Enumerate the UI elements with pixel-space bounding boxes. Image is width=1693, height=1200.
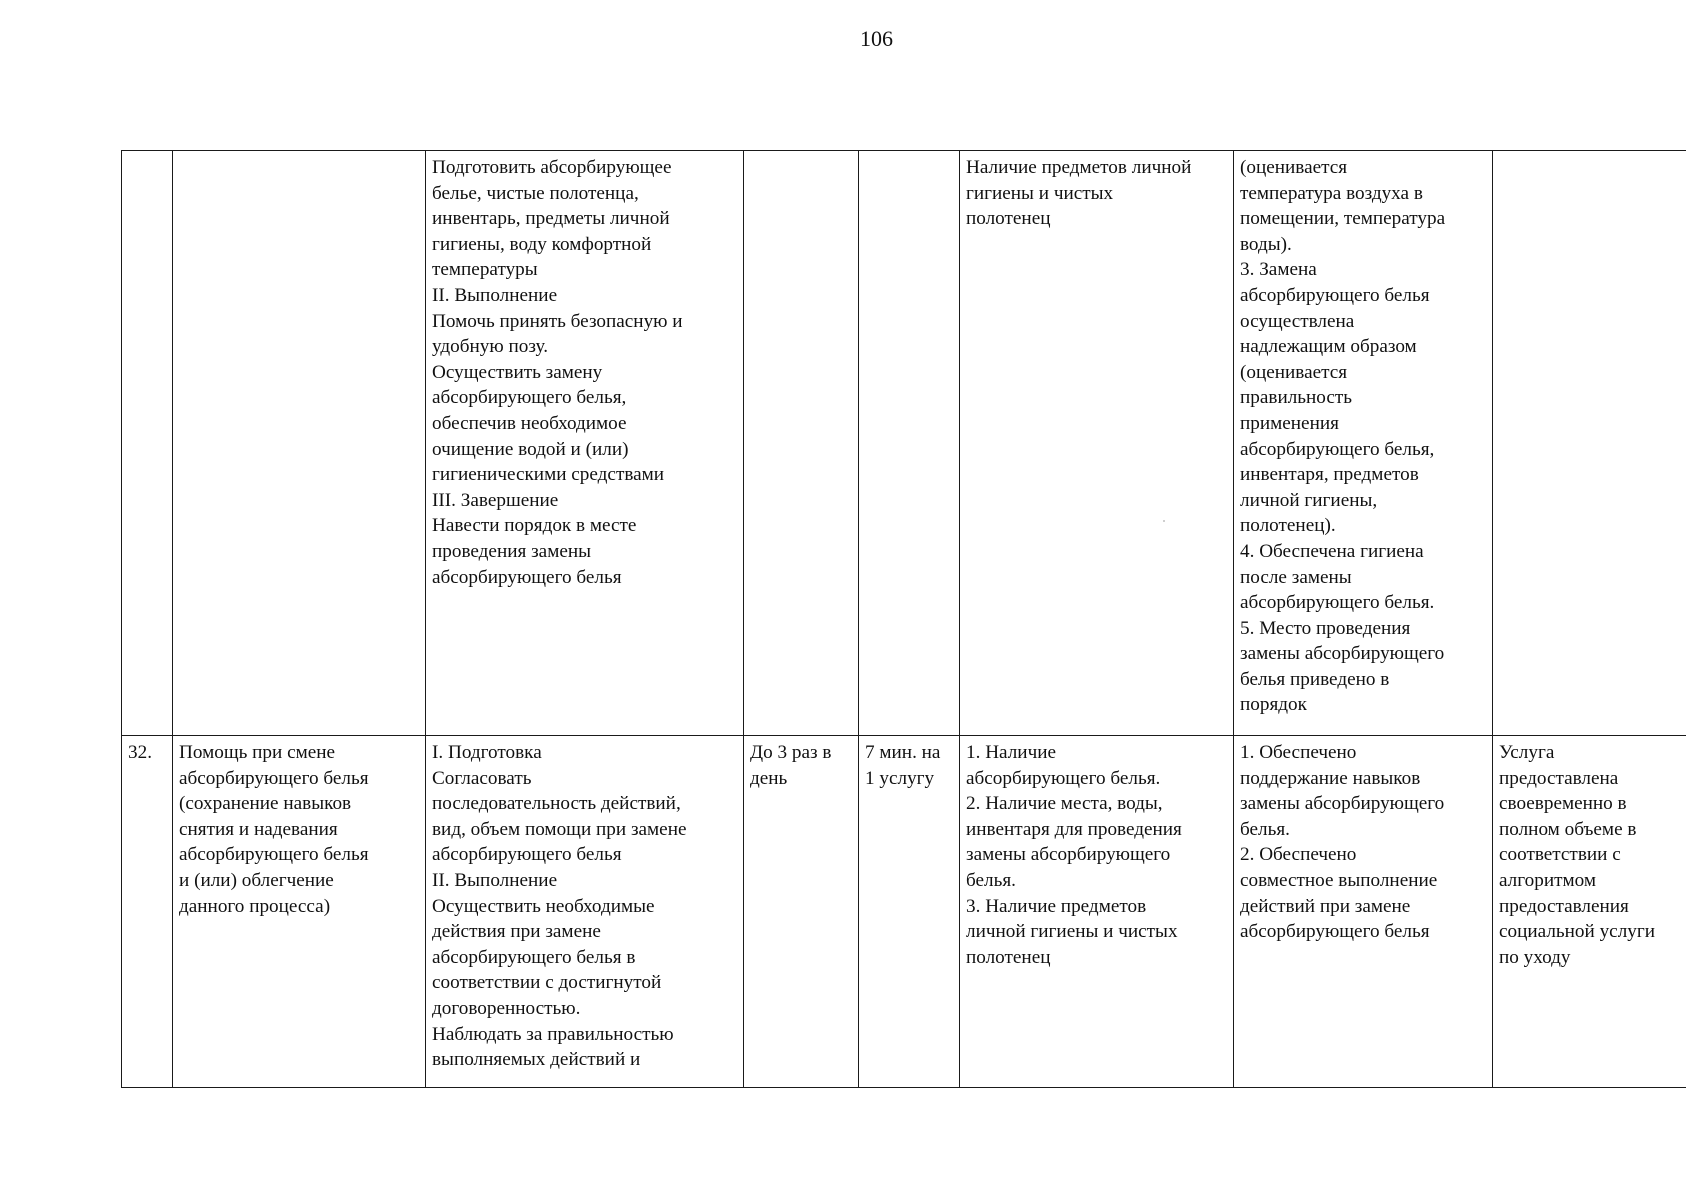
cell-line: личной гигиены, xyxy=(1240,489,1378,511)
cell-duration xyxy=(859,736,960,1088)
cell-line: II. Выполнение xyxy=(432,284,558,306)
cell-line: Наблюдать за правильностью xyxy=(432,1023,674,1045)
cell-quality xyxy=(1234,151,1493,736)
cell-line: своевременно в xyxy=(1499,793,1627,815)
cell-conditions xyxy=(960,151,1234,736)
cell-line: абсорбирующего белья. xyxy=(966,767,1161,789)
cell-line: социальной услуги xyxy=(1499,921,1656,943)
table-row-32 xyxy=(122,736,1686,1088)
cell-line: проведения замены xyxy=(432,540,592,562)
cell-frequency xyxy=(744,736,859,1088)
cell-line: температура воздуха в xyxy=(1240,182,1423,204)
cell-line: выполняемых действий и xyxy=(432,1049,641,1071)
cell-line: абсорбирующего белья xyxy=(432,566,622,588)
cell-conditions-text xyxy=(966,740,1227,970)
cell-line: абсорбирующего белья xyxy=(432,844,622,866)
cell-line: белья. xyxy=(1240,818,1290,840)
cell-line: Осуществить замену xyxy=(432,361,603,383)
cell-line: инвентарь, предметы личной xyxy=(432,208,670,230)
cell-line: действий при замене xyxy=(1240,895,1411,917)
cell-conditions xyxy=(960,736,1234,1088)
cell-line: 2. Наличие места, воды, xyxy=(966,793,1163,815)
cell-line: соответствии с xyxy=(1499,844,1621,866)
cell-line: поддержание навыков xyxy=(1240,767,1421,789)
cell-line: предоставления xyxy=(1499,895,1629,917)
cell-line: воды). xyxy=(1240,233,1292,255)
cell-line: обеспечив необходимое xyxy=(432,412,627,434)
cell-line: (сохранение навыков xyxy=(179,793,352,815)
cell-line: Помочь принять безопасную и xyxy=(432,310,683,332)
cell-line: полотенец). xyxy=(1240,515,1336,537)
cell-line: 1 услугу xyxy=(865,767,935,789)
cell-line: Согласовать xyxy=(432,767,532,789)
cell-line: Наличие предметов личной xyxy=(966,157,1192,178)
cell-line: абсорбирующего белья, xyxy=(432,387,627,409)
cell-line: действия при замене xyxy=(432,921,601,943)
cell-number xyxy=(122,151,173,736)
cell-line: полотенец xyxy=(966,208,1051,230)
cell-line: I. Подготовка xyxy=(432,742,542,763)
cell-line: по уходу xyxy=(1499,946,1571,968)
cell-line: абсорбирующего белья xyxy=(1240,284,1430,306)
cell-line: 4. Обеспечена гигиена xyxy=(1240,540,1424,562)
cell-line: вид, объем помощи при замене xyxy=(432,818,687,840)
cell-line: последовательность действий, xyxy=(432,793,681,815)
cell-frequency xyxy=(744,151,859,736)
cell-procedure xyxy=(426,736,744,1088)
cell-quality-text xyxy=(1240,740,1486,945)
cell-quality-text xyxy=(1240,155,1486,718)
cell-procedure-text xyxy=(432,155,737,590)
cell-service xyxy=(173,736,426,1088)
cell-line: соответствии с достигнутой xyxy=(432,972,662,994)
cell-line: надлежащим образом xyxy=(1240,336,1417,358)
cell-line: III. Завершение xyxy=(432,489,559,511)
cell-conditions-text xyxy=(966,155,1227,232)
cell-line: белья приведено в xyxy=(1240,668,1390,690)
cell-line: очищение водой и (или) xyxy=(432,438,629,460)
cell-line: абсорбирующего белья xyxy=(1240,921,1430,943)
cell-line: день xyxy=(750,767,788,789)
cell-line: Подготовить абсорбирующее xyxy=(432,157,672,178)
cell-line: абсорбирующего белья, xyxy=(1240,438,1435,460)
cell-line: гигиены, воду комфортной xyxy=(432,233,652,255)
cell-procedure xyxy=(426,151,744,736)
cell-line: после замены xyxy=(1240,566,1352,588)
cell-line: замены абсорбирующего xyxy=(1240,793,1445,815)
cell-duration xyxy=(859,151,960,736)
cell-line: (оценивается xyxy=(1240,157,1348,178)
cell-line: 5. Место проведения xyxy=(1240,617,1411,639)
cell-line: 1. Наличие xyxy=(966,742,1057,763)
cell-quality xyxy=(1234,736,1493,1088)
cell-line: гигиены и чистых xyxy=(966,182,1114,204)
cell-line: 3. Замена xyxy=(1240,259,1317,281)
cell-result xyxy=(1493,151,1686,736)
scan-speck xyxy=(1163,520,1165,522)
cell-line: помещении, температура xyxy=(1240,208,1446,230)
cell-line: абсорбирующего белья. xyxy=(1240,592,1435,614)
cell-service xyxy=(173,151,426,736)
cell-line: снятия и надевания xyxy=(179,818,338,840)
cell-line: II. Выполнение xyxy=(432,869,558,891)
cell-line: абсорбирующего белья в xyxy=(432,946,636,968)
cell-line: абсорбирующего белья xyxy=(179,844,369,866)
cell-line: Услуга xyxy=(1499,742,1555,763)
cell-line: абсорбирующего белья xyxy=(179,767,369,789)
cell-line: Помощь при смене xyxy=(179,742,336,763)
cell-line: До 3 раз в xyxy=(750,742,832,763)
table-row-continuation xyxy=(122,151,1686,736)
cell-service-text xyxy=(179,740,419,919)
cell-line: полотенец xyxy=(966,946,1051,968)
cell-line: замены абсорбирующего xyxy=(966,844,1171,866)
cell-line: белья. xyxy=(966,869,1016,891)
cell-line: алгоритмом xyxy=(1499,869,1597,891)
cell-line: белье, чистые полотенца, xyxy=(432,182,639,204)
cell-duration-text xyxy=(865,740,953,791)
cell-line: инвентаря для проведения xyxy=(966,818,1182,840)
cell-line: гигиеническими средствами xyxy=(432,464,665,486)
services-table xyxy=(121,150,1686,1088)
cell-line: данного процесса) xyxy=(179,895,331,917)
cell-line: температуры xyxy=(432,259,538,281)
cell-line: Навести порядок в месте xyxy=(432,515,637,537)
cell-line: предоставлена xyxy=(1499,767,1619,789)
cell-result-text xyxy=(1499,740,1680,970)
cell-line: 2. Обеспечено xyxy=(1240,844,1357,866)
cell-line: договоренностью. xyxy=(432,997,581,1019)
cell-line: 7 мин. на xyxy=(865,742,941,763)
cell-line: Осуществить необходимые xyxy=(432,895,655,917)
cell-line: полном объеме в xyxy=(1499,818,1637,840)
cell-line: 3. Наличие предметов xyxy=(966,895,1147,917)
cell-line: совместное выполнение xyxy=(1240,869,1438,891)
cell-number-text: 32. xyxy=(128,742,152,763)
cell-procedure-text xyxy=(432,740,737,1073)
cell-line: замены абсорбирующего xyxy=(1240,643,1445,665)
cell-line: личной гигиены и чистых xyxy=(966,921,1178,943)
page-number: 106 xyxy=(860,26,893,51)
cell-frequency-text xyxy=(750,740,852,791)
cell-line: порядок xyxy=(1240,694,1307,716)
cell-line: удобную позу. xyxy=(432,336,549,358)
cell-number xyxy=(122,736,173,1088)
cell-line: и (или) облегчение xyxy=(179,869,334,891)
cell-line: применения xyxy=(1240,412,1339,434)
cell-line: правильность xyxy=(1240,387,1353,409)
cell-result xyxy=(1493,736,1686,1088)
cell-line: 1. Обеспечено xyxy=(1240,742,1357,763)
cell-line: осуществлена xyxy=(1240,310,1355,332)
cell-line: (оценивается xyxy=(1240,361,1348,383)
cell-line: инвентаря, предметов xyxy=(1240,464,1419,486)
